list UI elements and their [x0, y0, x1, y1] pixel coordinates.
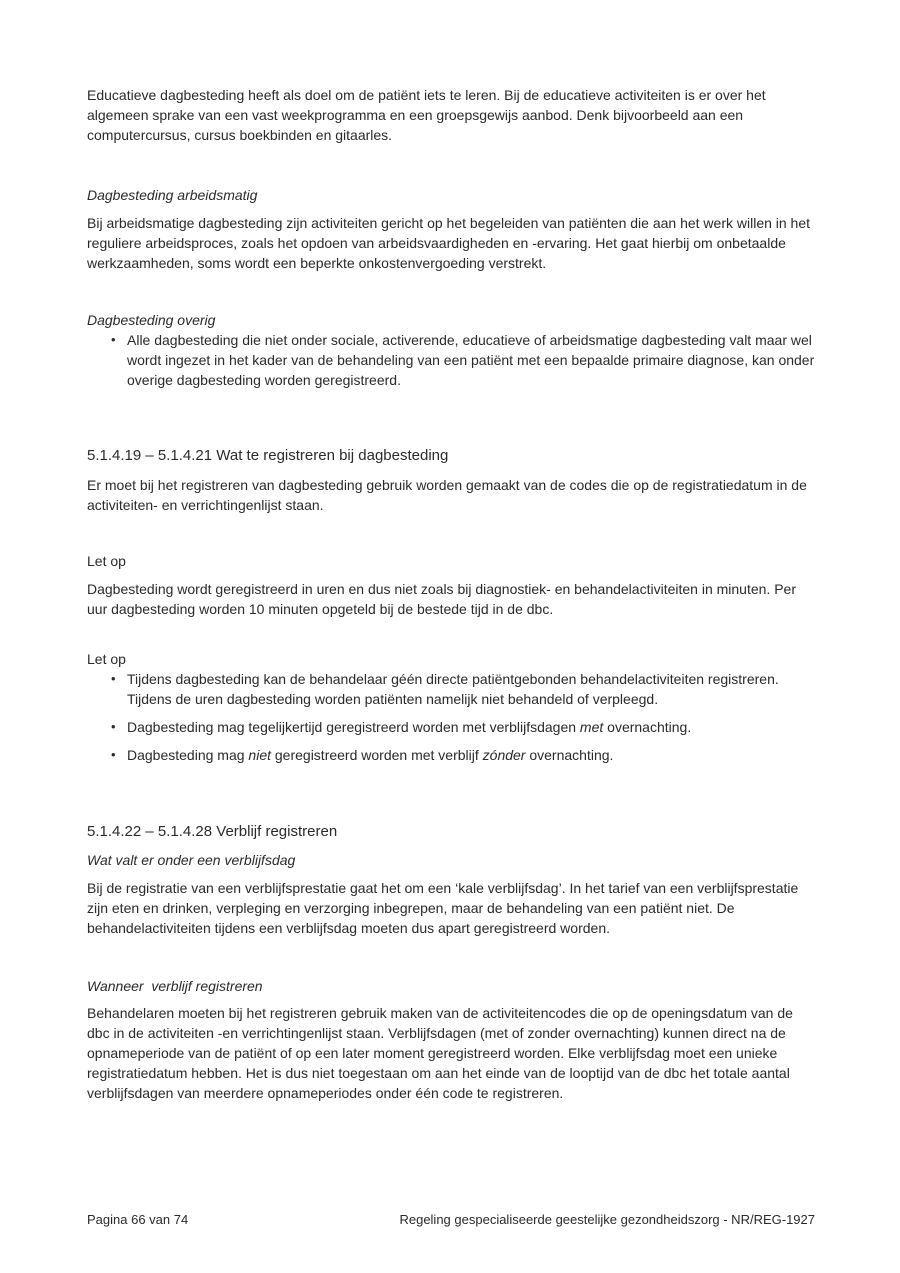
- bullet-icon: •: [111, 747, 116, 762]
- bullet-icon: •: [111, 332, 116, 347]
- paragraph-let-op-1: Dagbesteding wordt geregistreerd in uren en dus niet zoals bij diagnostiek- en behandelactiviteiten in minuten. Per uur dagbesteding worden 10 minuten opgeteld bij de bestede tijd in de dbc.: [87, 581, 796, 617]
- note-label-let-op-1: Let op: [87, 553, 126, 569]
- subheading-dagbesteding-overig: Dagbesteding overig: [87, 312, 216, 328]
- footer-document-title: Regeling gespecialiseerde geestelijke gezondheidszorg - NR/REG-1927: [399, 1212, 815, 1227]
- section-heading-wat-te-registreren: 5.1.4.19 – 5.1.4.21 Wat te registreren bij dagbesteding: [87, 447, 449, 464]
- bullet-list-let-op: [87, 669, 818, 765]
- paragraph-codes: Er moet bij het registreren van dagbesteding gebruik worden gemaakt van de codes die op de registratiedatum in de activiteiten- en verrichtingenlijst staan.: [87, 477, 807, 513]
- list-item: [87, 745, 818, 765]
- paragraph-verblijfsdag: Bij de registratie van een verblijfsprestatie gaat het om een ‘kale verblijfsdag’. In het tarief van een verblijfsprestatie zijn eten en drinken, verpleging en verzorging inbegrepen, maar de behandeling van een patiënt niet. De behandelactiviteiten tijdens een verblijfsdag moeten dus apart geregistreerd worden.: [87, 880, 799, 936]
- list-item: [87, 330, 818, 390]
- bullet-text-tijdens-dagbesteding: Tijdens dagbesteding kan de behandelaar géén directe patiëntgebonden behandelactiviteiten registreren. Tijdens de uren dagbesteding worden patiënten namelijk niet behandeld of verpleegd.: [127, 671, 779, 707]
- page-footer: [87, 1212, 815, 1228]
- bullet-list-dagbesteding-overig: [87, 330, 818, 390]
- paragraph-wanneer-verblijf: Behandelaren moeten bij het registreren gebruik maken van de activiteitencodes die op de openingsdatum van de dbc in de activiteiten -en verrichtingenlijst staan. Verblijfsdagen (met of zonder overnachting) kunnen direct na de opnameperiode van de patiënt of op een later moment geregistreerd worden. Elke verblijfsdag moet een unieke registratiedatum hebben. Het is dus niet toegestaan om aan het einde van de looptijd van de dbc het totale aantal verblijfsdagen van meerdere opnameperiodes onder één code te registreren.: [87, 1005, 793, 1101]
- section-heading-verblijf-registreren: 5.1.4.22 – 5.1.4.28 Verblijf registreren: [87, 823, 338, 840]
- bullet-text-overig: Alle dagbesteding die niet onder sociale, activerende, educatieve of arbeidsmatige dagbesteding valt maar wel wordt ingezet in het kader van de behandeling van een patiënt met een bepaalde primaire diagnose, kan onder overige dagbesteding worden geregistreerd.: [127, 332, 815, 388]
- list-item: [87, 669, 818, 709]
- bullet-icon: •: [111, 671, 116, 686]
- subheading-wanneer-verblijf-registreren: Wanneer verblijf registreren: [87, 978, 263, 994]
- list-item: [87, 717, 818, 737]
- bullet-text-niet-zonder: Dagbesteding mag niet geregistreerd worden met verblijf zónder overnachting.: [127, 747, 614, 763]
- note-label-let-op-2: Let op: [87, 651, 126, 667]
- footer-page-number: Pagina 66 van 74: [87, 1212, 189, 1227]
- paragraph-educatieve-dagbesteding: Educatieve dagbesteding heeft als doel om de patiënt iets te leren. Bij de educatieve activiteiten is er over het algemeen sprake van een vast weekprogramma en een groepsgewijs aanbod. Denk bijvoorbeeld aan een computercursus, cursus boekbinden en gitaarles.: [87, 87, 766, 143]
- paragraph-dagbesteding-arbeidsmatig: Bij arbeidsmatige dagbesteding zijn activiteiten gericht op het begeleiden van patiënten die aan het werk willen in het reguliere arbeidsproces, zoals het opdoen van arbeidsvaardigheden en -ervaring. Het gaat hierbij om onbetaalde werkzaamheden, soms wordt een beperkte onkostenvergoeding verstrekt.: [87, 215, 811, 271]
- bullet-text-tegelijkertijd: Dagbesteding mag tegelijkertijd geregistreerd worden met verblijfsdagen met overnachting.: [127, 719, 692, 735]
- document-content: [87, 85, 818, 1103]
- bullet-icon: •: [111, 719, 116, 734]
- subheading-wat-valt-er-onder-verblijfsdag: Wat valt er onder een verblijfsdag: [87, 852, 296, 868]
- subheading-dagbesteding-arbeidsmatig: Dagbesteding arbeidsmatig: [87, 187, 258, 203]
